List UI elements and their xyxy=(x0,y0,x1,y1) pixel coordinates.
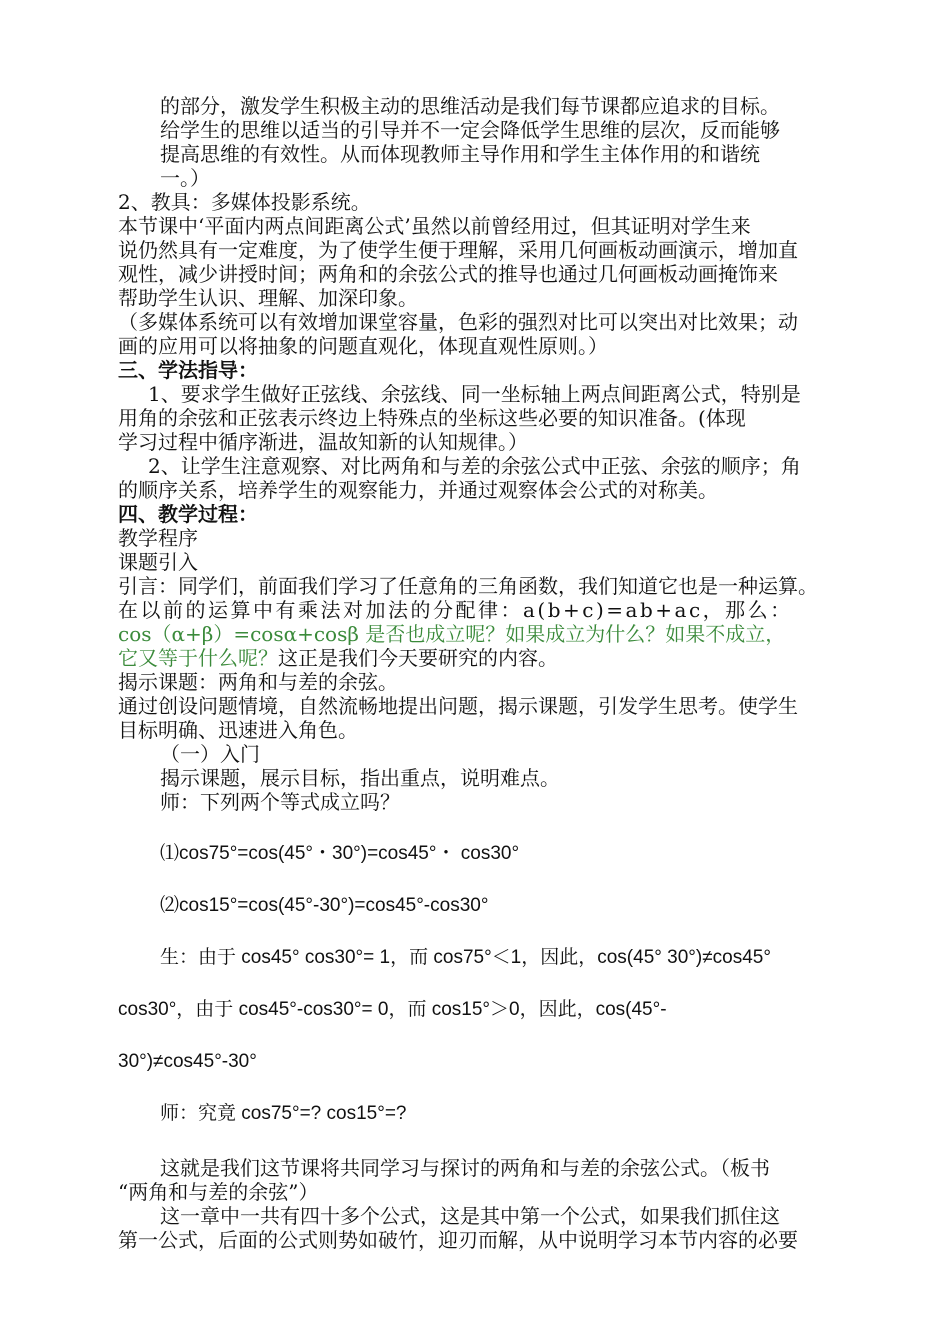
lead-line-2: 在以前的运算中有乘法对加法的分配律：a(b+c)=ab+ac，那么： xyxy=(118,598,793,622)
closing-line-4: 第一公式，后面的公式则势如破竹，迎刃而解，从中说明学习本节内容的必要 xyxy=(118,1228,798,1252)
tools-line-6: 画的应用可以将抽象的问题直观化，体现直观性原则。） xyxy=(118,334,608,358)
purpose-line-1: 通过创设问题情境，自然流畅地提出问题，揭示课题，引发学生思考。使学生 xyxy=(118,694,798,718)
lead-line-4-rest: 这正是我们今天要研究的内容。 xyxy=(278,646,558,670)
intro-line-2: 给学生的思维以适当的引导并不一定会降低学生思维的层次，反而能够 xyxy=(160,118,780,142)
teacher-question-2: 师：究竟 cos75°=? cos15°=? xyxy=(160,1103,407,1124)
part-1-text: 揭示课题，展示目标，指出重点，说明难点。 xyxy=(160,766,560,790)
intro-line-1: 的部分，激发学生积极主动的思维活动是我们每节课都应追求的目标。 xyxy=(160,94,780,118)
section-3-line-5: 的顺序关系，培养学生的观察能力，并通过观察体会公式的对称美。 xyxy=(118,478,718,502)
part-1-title: （一）入门 xyxy=(160,742,260,766)
student-answer-line-1: 生：由于 cos45° cos30°= 1，而 cos75°＜1，因此，cos(45° 30°)≠cos45° xyxy=(160,947,771,968)
tools-line-3: 观性，减少讲授时间；两角和的余弦公式的推导也通过几何画板动画掩饰来 xyxy=(118,262,778,286)
tools-line-2: 说仍然具有一定难度，为了使学生便于理解，采用几何画板动画演示，增加直 xyxy=(118,238,798,262)
lead-line-3: cos（α+β）=cosα+cosβ 是否也成立呢？如果成立为什么？如果不成立， xyxy=(118,622,786,646)
reveal-topic: 揭示课题：两角和与差的余弦。 xyxy=(118,670,398,694)
tools-heading: 2、教具：多媒体投影系统。 xyxy=(118,190,371,214)
purpose-line-2: 目标明确、迅速进入角色。 xyxy=(118,718,358,742)
tools-line-5: （多媒体系统可以有效增加课堂容量，色彩的强烈对比可以突出对比效果；动 xyxy=(118,310,798,334)
lead-line-1: 引言：同学们，前面我们学习了任意角的三角函数，我们知道它也是一种运算。 xyxy=(118,574,818,598)
tools-line-1: 本节课中‘平面内两点间距离公式’虽然以前曾经用过，但其证明对学生来 xyxy=(118,214,751,238)
closing-line-3: 这一章中一共有四十多个公式，这是其中第一个公式，如果我们抓住这 xyxy=(160,1204,780,1228)
equation-1: ⑴cos75°=cos(45°・30°)=cos45°・ cos30° xyxy=(160,843,520,864)
lead-line-4-question: 它又等于什么呢？ xyxy=(118,646,278,670)
lead-line-4 xyxy=(118,646,558,670)
student-answer-line-2: cos30°，由于 cos45°-cos30°= 0，而 cos15°＞0，因此，cos(45°- xyxy=(118,999,667,1020)
teaching-program: 教学程序 xyxy=(118,526,198,550)
intro-line-4: 一。） xyxy=(160,166,210,190)
equation-2: ⑵cos15°=cos(45°-30°)=cos45°-cos30° xyxy=(160,895,489,916)
section-3-line-3: 学习过程中循序渐进，温故知新的认知规律。） xyxy=(118,430,528,454)
closing-line-2: “两角和与差的余弦”） xyxy=(118,1180,319,1204)
teacher-question: 师：下列两个等式成立吗？ xyxy=(160,790,400,814)
section-3-line-2: 用角的余弦和正弦表示终边上特殊点的坐标这些必要的知识准备。(体现 xyxy=(118,406,746,430)
intro-title: 课题引入 xyxy=(118,550,198,574)
section-4-heading: 四、教学过程： xyxy=(118,502,258,526)
student-answer-line-3: 30°)≠cos45°-30° xyxy=(118,1051,257,1072)
intro-line-3: 提高思维的有效性。从而体现教师主导作用和学生主体作用的和谐统 xyxy=(160,142,760,166)
section-3-line-4: 2、让学生注意观察、对比两角和与差的余弦公式中正弦、余弦的顺序；角 xyxy=(148,454,801,478)
section-3-line-1: 1、要求学生做好正弦线、余弦线、同一坐标轴上两点间距离公式，特别是 xyxy=(148,382,801,406)
section-3-heading: 三、学法指导： xyxy=(118,358,258,382)
closing-line-1: 这就是我们这节课将共同学习与探讨的两角和与差的余弦公式。（板书 xyxy=(160,1156,770,1180)
tools-line-4: 帮助学生认识、理解、加深印象。 xyxy=(118,286,418,310)
